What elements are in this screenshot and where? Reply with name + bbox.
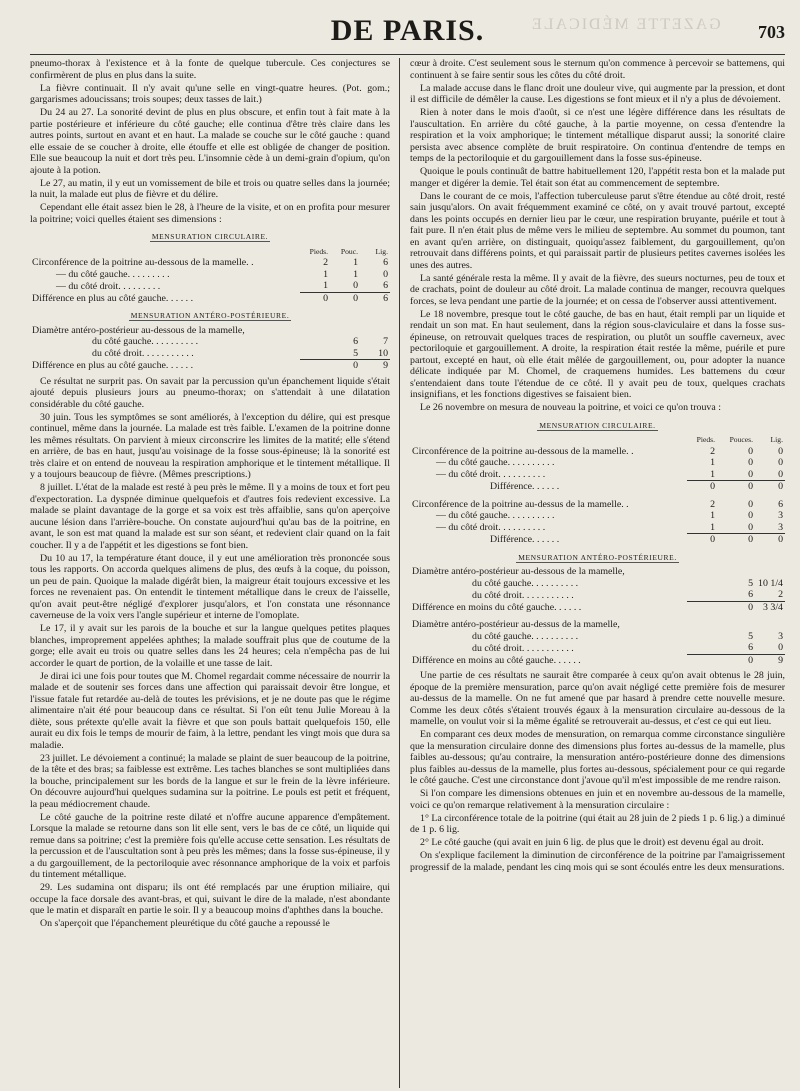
cell-value: 3: [778, 521, 783, 533]
cell-value: 6: [383, 257, 388, 268]
paragraph: On s'aperçoit que l'épanchement pleurétique du côté gauche a repoussé le: [40, 918, 330, 929]
measurement-table-circular: [30, 246, 390, 305]
unit-label: Lig.: [375, 246, 388, 256]
cell-value: 6: [778, 498, 783, 510]
paragraph: Rien à noter dans le mois d'août, si ce n'est une légère différence dans les résultats de l'auscultation. En arrière du côté gauche, à la partie moyenne, on cessa d'entendre la respiration et la voix amphorique; le tintement métallique disparut aussi; la sonorité claire persista avec absence complète de bruit respiratoire. On continua d'entendre de temps en temps de la pectoriloquie et du gargouillement dans la fosse sus-épineuse.: [410, 107, 785, 164]
bleed-through-title: GAZETTE MÉDICALE: [530, 16, 721, 33]
cell-value: 0: [383, 268, 388, 280]
table-row: [30, 336, 390, 348]
cell-value: 2: [710, 445, 715, 457]
cell-value: 2: [710, 498, 715, 510]
row-label: Circonférence de la poitrine au-dessous de la mamelle. .: [32, 257, 254, 268]
row-label: Différence. . . . . .: [490, 534, 560, 545]
cell-value: 1: [353, 268, 358, 280]
cell-value: 2: [323, 257, 328, 268]
table-heading: MENSURATION CIRCULAIRE.: [151, 232, 269, 241]
table-row: [410, 619, 785, 631]
row-label: Différence en moins du côté gauche. . . . . .: [412, 601, 582, 613]
cell-value: 0: [353, 280, 358, 291]
table-row: [410, 446, 785, 458]
table-heading: MENSURATION ANTÉRO-POSTÉRIEURE.: [130, 311, 290, 320]
measurement-table-antero-posterior: [30, 325, 390, 372]
table-row: [410, 522, 785, 534]
cell-value: 6: [748, 642, 753, 653]
paragraph: Dans le courant de ce mois, l'affection tuberculeuse parut s'être étendue au côté droit, resté sain jusqu'alors. On avait fréquemment examiné ce côté, on y avait trouvé partout, excepté dans les points occupés en dernier lieu par le cœur, une respiration bruyante, puérile et tout à fait pure. Il n'en était plus de même vers le milieu de septembre. Au sommet du poumon, tant en avant qu'en arrière, on distinguait, quoiqu'assez faiblement, du gargouillement, qu'on retrouvait dans différens points, et qui paraissait partir de plusieurs petites cavernes isolées les unes des autres.: [410, 190, 785, 271]
table-row: [410, 578, 785, 590]
row-label: Différence en moins au côté gauche. . . . . .: [412, 654, 581, 666]
table-row: [410, 566, 785, 578]
page-number: 703: [758, 22, 785, 42]
cell-value: 1: [710, 521, 715, 533]
cell-value: 5: [748, 577, 753, 589]
unit-label: Pouc.: [340, 246, 358, 256]
cell-value: [300, 348, 330, 360]
paragraph: Si l'on compare les dimensions obtenues en juin et en novembre au-dessous de la mamelle, voici ce qu'on remarque relativement à la mensuration circulaire :: [410, 788, 785, 811]
cell-value: 6: [360, 292, 390, 304]
row-label: — du côté gauche. . . . . . . . . .: [436, 457, 555, 468]
cell-value: 0: [717, 654, 755, 666]
paragraph: Du 24 au 27. La sonorité devint de plus en plus obscure, et enfin tout à fait mate à la partie postérieure et inférieure du côté gauche; elle continua d'être très claire dans les autres points, surtout en avant et en haut. La malade se couche sur le côté gauche : quand elle essaie de se coucher à droite, elle étouffe et elle est obligée de changer de position. Elle sue beaucoup la nuit et dort très peu. L'insomnie cède à un demi-grain d'opium, qu'on ajoute à la potion.: [30, 107, 390, 176]
row-label: — du côté droit. . . . . . . . . .: [436, 522, 546, 533]
table-row: [30, 325, 390, 337]
unit-label: Pouces.: [729, 435, 753, 444]
cell-value: 3: [778, 510, 783, 521]
cell-value: 1: [710, 510, 715, 521]
paragraph: Quoique le pouls continuât de battre habituellement 120, l'appétit resta bon et la malade put manger et digérer la demie. Tel était son état au commencement de septembre.: [410, 166, 785, 189]
paragraph: Une partie de ces résultats ne saurait être comparée à ceux qu'on avait obtenus le 28 juin, époque de la première mensuration, parce qu'on avait négligé cette première fois de mesurer au-dessus de la mamelle. On ne fut amené que par hasard à prendre cette nouvelle mesure. Comme les deux côtés s'étaient trouvés égaux à la mensuration circulaire au-dessous de la mamelle, on voulut voir si la même égalité se retrouverait au-dessus, et c'est ce qui eut lieu.: [410, 670, 785, 727]
paragraph: 2° Le côté gauche (qui avait en juin 6 lig. de plus que le droit) est devenu égal au droit.: [420, 837, 764, 848]
paragraph: cœur à droite. C'est seulement sous le sternum qu'on commence à percevoir se battemens, qui continuent à se faire sentir sous les côtes du côté droit.: [410, 58, 785, 81]
row-label: — du côté gauche. . . . . . . . .: [56, 268, 170, 280]
table-row: [410, 589, 785, 601]
units-row: [30, 246, 390, 258]
paragraph: Le 27, au matin, il y eut un vomissement de bile et trois ou quatre selles dans la journée; la nuit, la malade eut plus de fièvre et du délire.: [30, 177, 390, 200]
cell-value: 0: [748, 521, 753, 533]
paragraph: 23 juillet. Le dévoiement a continué; la malade se plaint de suer beaucoup de la poitrine, de la tête et des bras; sa faiblesse est extrême. Les taches blanches se sont multipliées dans la bouche, principalement sur les bords de la langue et sur le frein de la lèvre inférieure. On découvre aujourd'hui quelques sudamina sur la poitrine. Le pouls est petit et fréquent, la peau médiocrement chaude.: [30, 752, 390, 810]
cell-value: 7: [383, 336, 388, 347]
table-row: [410, 469, 785, 481]
paragraph: Le côté gauche de la poitrine reste dilaté et n'offre aucune apparence d'empâtement. Lorsque la malade se retourne dans son lit elle sent, vers le bas de ce côté, un liquide qui remue dans sa poitrine; c'est la première fois qu'elle accuse cette sensation. Les résultats de la percussion et de l'auscultation sont à peu près les mêmes; dans la fosse sus-épineuse, il y a du gargouillement, de la pectoriloquie avec résonnance amphorique de la voix et parfois du tintement métallique.: [30, 811, 390, 880]
paragraph: Le 17, il y avait sur les parois de la bouche et sur la langue quelques petites plaques blanches, improprement appelées aphthes; la malade souffrait plus que de coutume de la gorge; elle avait eu trois ou quatre selles dans les 24 heures; cela n'empêcha pas de lui accorder le quart de portion, de la volaille et une tasse de lait.: [30, 623, 390, 669]
row-label: Circonférence de la poitrine au-dessus de la mamelle. .: [412, 498, 629, 510]
paragraph: Cependant elle était assez bien le 28, à l'heure de la visite, et on en profita pour mesurer la poitrine; voici quelles étaient ses dimensions :: [30, 202, 390, 225]
row-label: du côté droit. . . . . . . . . . .: [472, 642, 574, 654]
cell-value: [687, 601, 717, 613]
table-row: [30, 348, 390, 360]
row-label: Circonférence de la poitrine au-dessous de la mamelle. .: [412, 445, 634, 457]
cell-value: 0: [300, 292, 330, 304]
row-label: Diamètre antéro-postérieur au-dessous de la mamelle,: [32, 324, 245, 336]
table-row-difference: [30, 360, 390, 372]
cell-value: 1: [353, 257, 358, 268]
cell-value: 1: [323, 280, 328, 291]
table-row: [410, 631, 785, 643]
unit-label: Pieds.: [309, 246, 328, 256]
table-heading: MENSURATION ANTÉRO-POSTÉRIEURE.: [518, 552, 677, 562]
table-row-difference: [410, 534, 785, 546]
cell-value: 9: [360, 360, 390, 372]
cell-value: 0: [748, 457, 753, 468]
cell-value: [687, 578, 717, 590]
cell-value: 1: [323, 268, 328, 280]
paragraph: Le 18 novembre, presque tout le côté gauche, de bas en haut, était rempli par un liquide et rendait un son mat. En haut seulement, dans la région sous-claviculaire et dans la fosse sus-épineuse, on retrouvait quelques traces de respiration, ou plutôt un souffle caverneux, avec pectoriloquie et gargouillement. A droite, la respiration était restée la même, puérile et pure partout, excepté en haut, où elle était mêlée de gargouillement, ou, pour adopter la nuance délicate indiquée par M. Chomel, de craquemens humides. Les battemens du cœur s'entendaient dans toute l'étendue de ce côté. Il y avait peu de toux, quelques crachats insignifians, et les fonctions digestives se faisaient bien.: [410, 308, 785, 400]
cell-value: 9: [755, 654, 785, 666]
paragraph: Ce résultat ne surprit pas. On savait par la percussion qu'un épanchement liquide s'était ajouté depuis plusieurs jours au pneumo-thorax; on s'attendait à une dilatation considérable du côté gauche.: [30, 375, 390, 410]
paragraph: En comparant ces deux modes de mensuration, on remarqua comme circonstance singulière que la mensuration circulaire donne des dimensions plus fortes au-dessus de la mamelle, plus faibles au-dessous; qu'au contraire, la mensuration antéro-postérieure donne des dimensions plus faibles au-dessus de la mamelle, plus fortes au-dessous, spécialement pour ce qui regarde le côté gauche. C'est une circonstance dont j'avoue qu'il m'est impossible de me rendre raison.: [410, 729, 785, 786]
row-label: Différence en plus au côté gauche. . . . . .: [32, 360, 194, 371]
cell-value: 0: [778, 457, 783, 468]
table-row: [410, 499, 785, 511]
row-label: du côté droit. . . . . . . . . . .: [472, 589, 574, 601]
cell-value: [300, 336, 330, 348]
cell-value: 0: [755, 534, 785, 546]
table-row: [410, 642, 785, 654]
cell-value: 0: [748, 498, 753, 510]
table-row-difference: [410, 654, 785, 666]
cell-value: 0: [717, 481, 755, 493]
cell-value: 6: [748, 589, 753, 600]
cell-value: 5: [748, 630, 753, 642]
cell-value: 10: [378, 347, 388, 359]
measurement-table-circular: [410, 434, 785, 546]
row-label: du côté gauche. . . . . . . . . .: [472, 577, 579, 589]
row-label: Différence. . . . . .: [490, 481, 560, 492]
table-row: [30, 280, 390, 292]
cell-value: 0: [717, 534, 755, 546]
table-row-difference: [410, 601, 785, 613]
cell-value: 0: [778, 642, 783, 653]
cell-value: 10 1/4: [758, 577, 783, 589]
paragraph: Le 26 novembre on mesura de nouveau la poitrine, et voici ce qu'on trouva :: [420, 402, 721, 413]
cell-value: [300, 360, 330, 372]
cell-value: 0: [778, 468, 783, 480]
cell-value: [687, 589, 717, 601]
table-row-difference: [410, 481, 785, 493]
cell-value: [687, 642, 717, 654]
cell-value: 0: [755, 481, 785, 493]
paragraph: La santé générale resta la même. Il y avait de la fièvre, des sueurs nocturnes, peu de toux et de crachats, point de douleur au côté droit. La malade continua de manger, recouvra quelques forces, se leva pendant une partie de la journée; et on cessa de l'observer aussi attentivement.: [410, 272, 785, 307]
cell-value: 0: [748, 468, 753, 480]
cell-value: 0: [748, 510, 753, 521]
table-row: [30, 257, 390, 269]
paragraph: Je dirai ici une fois pour toutes que M. Chomel regardait comme nécessaire de nourrir la malade et de soutenir ses forces dans une affection qui paraissait devoir être longue, et l'issue fatale fut retardée au-delà de toutes les prévisions, et je ne doute pas que le régime alimentaire n'ait été pour beaucoup dans ce résultat. Si l'on eût tenu Julie Moreau à la diète, sous prétexte qu'elle avait la fièvre et que son pouls battait quelquefois 150, elle aurait eu dix fois le temps de mourir de faim, à la lettre, pendant les vingt mois que dura sa maladie.: [30, 670, 390, 751]
cell-value: 3: [778, 630, 783, 642]
cell-value: 0: [687, 481, 717, 493]
cell-value: 0: [748, 445, 753, 457]
paragraph: pneumo-thorax à l'existence et à la fonte de quelque tubercule. Ces conjectures se confirmèrent de plus en plus dans la suite.: [30, 58, 390, 81]
table-row-difference: [30, 292, 390, 304]
cell-value: 0: [330, 292, 360, 304]
paragraph: 8 juillet. L'état de la malade est resté à peu près le même. Il y a moins de toux et fort peu d'expectoration. La dyspnée diminue quelquefois et d'autres fois redevient excessive. La malade se plaint davantage de la gorge et sa voix est très affaiblie, sans qu'on aperçoive aucune lésion dans l'arrière-bouche. On constate aujourd'hui qu'au bas de la poitrine, en avant, le son est mat quand la malade est sur son séant, et redevient clair quand on la fait coucher. Il y a de l'appétit et les digestions se font bien.: [30, 482, 390, 551]
cell-value: [687, 631, 717, 643]
table-row: [410, 510, 785, 522]
cell-value: 5: [353, 347, 358, 359]
cell-value: 6: [353, 336, 358, 347]
page-header: [30, 6, 785, 55]
paragraph: La malade accuse dans le flanc droit une douleur vive, qui augmente par la pression, et dont il est difficile de démêler la cause. Les digestions se font mieux et il n'y a plus de dévoiement.: [410, 82, 785, 105]
cell-value: 0: [687, 534, 717, 546]
row-label: du côté gauche. . . . . . . . . .: [472, 630, 579, 642]
unit-label: Pieds.: [696, 435, 715, 444]
cell-value: 1: [710, 457, 715, 468]
row-label: Diamètre antéro-postérieur au-dessus de la mamelle,: [412, 619, 620, 630]
paragraph: La fièvre continuait. Il n'y avait qu'une selle en vingt-quatre heures. (Pot. gom.; gargarismes adoucissans; trois soupes; deux tasses de lait.): [30, 82, 390, 105]
units-row: [410, 434, 785, 446]
row-label: — du côté droit. . . . . . . . . .: [436, 469, 546, 480]
row-label: — du côté droit. . . . . . . . .: [56, 280, 161, 292]
table-row: [410, 457, 785, 469]
cell-value: 1: [710, 468, 715, 480]
left-column: [30, 58, 390, 1088]
cell-value: 3 3/4: [755, 601, 785, 613]
row-label: du côté gauche. . . . . . . . . .: [92, 336, 199, 347]
cell-value: 0: [330, 360, 360, 372]
table-row: [30, 269, 390, 281]
paragraph: Du 10 au 17, la température étant douce, il y eut une amélioration très prononcée sous tous les rapports. On accorda quelques alimens de plus, des œufs à la coque, du poisson, un peu de pain. Quoique la malade digérât bien, la maigreur était toujours excessive et les forces ne revenaient pas. On entendit le tintement métallique dans le creux de l'aisselle, qu'on avait peut-être négligé d'explorer jusqu'alors, et l'on constata une résonnance caverneuse de la voix vers l'angle supérieur et interne de l'omoplate.: [30, 552, 390, 621]
row-label: Diamètre antéro-postérieur au-dessous de la mamelle,: [412, 566, 625, 577]
cell-value: [687, 654, 717, 666]
paragraph: 29. Les sudamina ont disparu; ils ont été remplacés par une éruption miliaire, qui occupe la face dorsale des avant-bras, et qui, suivant le dire de la malade, n'est abondante que le matin et disparaît en partie le soir. Il y a beaucoup moins d'aphthes dans la bouche.: [30, 882, 390, 916]
running-title: DE PARIS.: [330, 14, 485, 47]
cell-value: 0: [717, 601, 755, 613]
row-label: — du côté gauche. . . . . . . . . .: [436, 510, 555, 521]
measurement-table-antero-posterior: [410, 566, 785, 666]
row-label: du côté droit. . . . . . . . . . .: [92, 348, 194, 359]
table-heading: MENSURATION CIRCULAIRE.: [539, 420, 656, 430]
cell-value: 0: [778, 445, 783, 457]
cell-value: 6: [383, 280, 388, 291]
right-column: [410, 58, 785, 1088]
unit-label: Lig.: [770, 435, 783, 444]
paragraph: On s'explique facilement la diminution de circonférence de la poitrine par l'amaigrissement progressif de la malade, pendant les cinq mois qui se sont écoulés entre les deux mensurations.: [410, 850, 785, 873]
column-rule: [399, 58, 400, 1088]
cell-value: 2: [778, 589, 783, 600]
paragraph: 30 juin. Tous les symptômes se sont améliorés, à l'exception du délire, qui est presque continuel, même dans la journée. La malade est très faible. L'examen de la poitrine donne les mêmes résultats. On parvient à mieux circonscrire les limites de la matité; elle s'étend en arrière, de bas en haut, jusqu'au voisinage de la fosse sous-épineuse; là la sonorité est très claire et on entend de nouveau la respiration amphorique et le tintement métallique. Il y a toujours beaucoup de fièvre. (Mêmes prescriptions.): [30, 411, 390, 480]
row-label: Différence en plus au côté gauche. . . . . .: [32, 292, 194, 304]
paragraph: 1° La circonférence totale de la poitrine (qui était au 28 juin de 2 pieds 1 p. 6 lig.) a diminué de 1 p. 6 lig.: [410, 812, 785, 835]
